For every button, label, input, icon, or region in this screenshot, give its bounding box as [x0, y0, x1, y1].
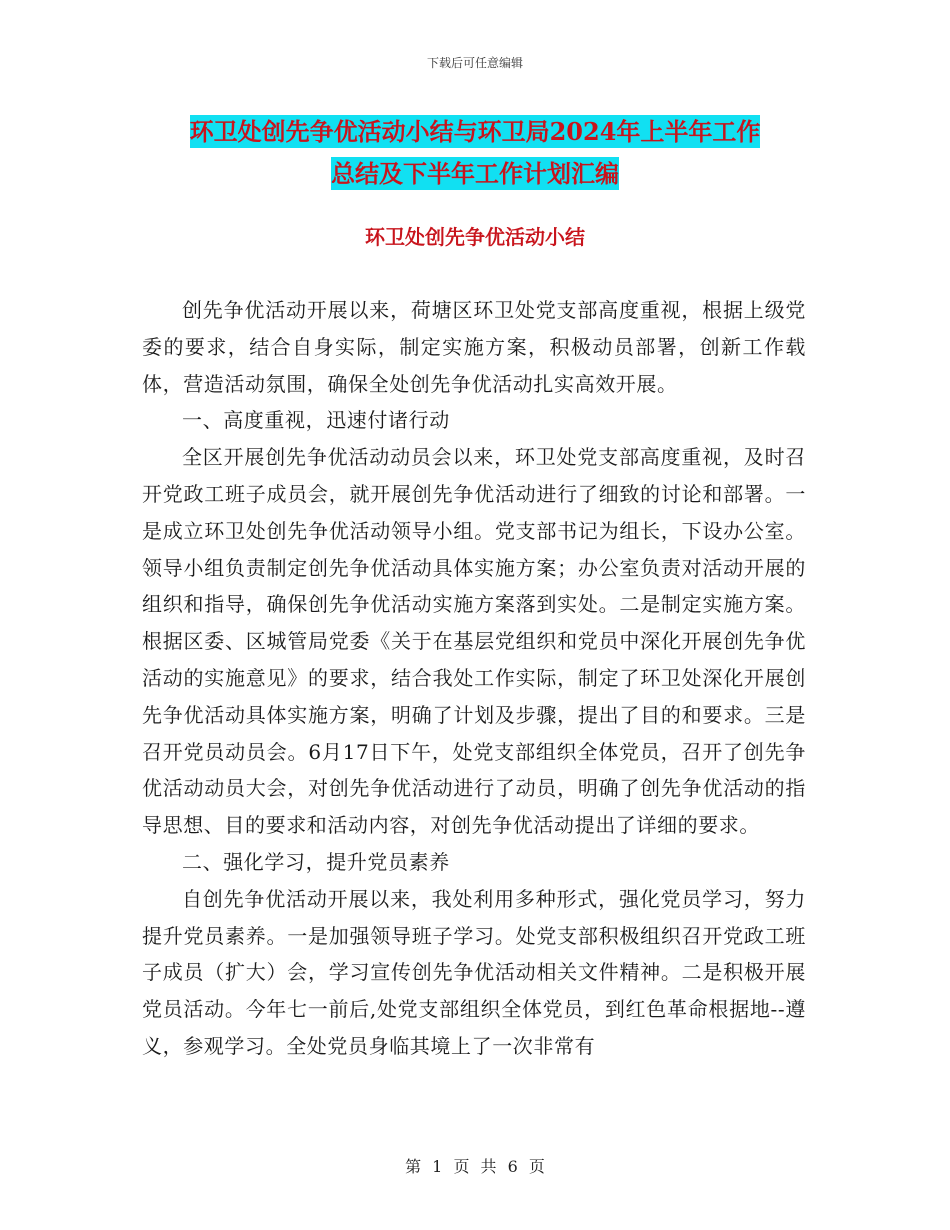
body-text [142, 292, 806, 1065]
title-line-2-text: 总结及下半年工作计划汇编 [331, 159, 619, 188]
paragraph-intro: 创先争优活动开展以来，荷塘区环卫处党支部高度重视，根据上级党委的要求，结合自身实际，制定实施方案，积极动员部署，创新工作载体，营造活动氛围，确保全处创先争优活动扎实高效开展。 [142, 298, 806, 396]
paragraph-two: 自创先争优活动开展以来，我处利用多种形式，强化党员学习，努力提升党员素养。一是加强领导班子学习。处党支部积极组织召开党政工班子成员（扩大）会，学习宣传创先争优活动相关文件精神。二是积极开展党员活动。今年七一前后,处党支部组织全体党员，到红色革命根据地--遵义，参观学习。全处党员身临其境上了一次非常有 [142, 886, 806, 1058]
page-footer: 第 1 页 共 6 页 [405, 1157, 545, 1176]
paragraph-one: 全区开展创先争优活动动员会以来，环卫处党支部高度重视，及时召开党政工班子成员会，就开展创先争优活动进行了细致的讨论和部署。一是成立环卫处创先争优活动领导小组。党支部书记为组长，下设办公室。领导小组负责制定创先争优活动具体实施方案；办公室负责对活动开展的组织和指导，确保创先争优活动实施方案落到实处。二是制定实施方案。根据区委、区城管局党委《关于在基层党组织和党员中深化开展创先争优活动的实施意见》的要求，结合我处工作实际，制定了环卫处深化开展创先争优活动具体实施方案，明确了计划及步骤，提出了目的和要求。三是召开党员动员会。6月17日下午，处党支部组织全体党员，召开了创先争优活动动员大会，对创先争优活动进行了动员，明确了创先争优活动的指导思想、目的要求和活动内容，对创先争优活动提出了详细的要求。 [142, 445, 806, 838]
document-title-line-1 [140, 110, 810, 154]
section-title: 环卫处创先争优活动小结 [365, 225, 585, 249]
header-note: 下载后可任意编辑 [426, 56, 523, 70]
document-title-line-2 [140, 152, 810, 196]
heading-one: 一、高度重视，迅速付诸行动 [182, 408, 450, 433]
heading-two: 二、强化学习，提升党员素养 [182, 849, 450, 874]
title-line-1-text: 环卫处创先争优活动小结与环卫局2024年上半年工作 [189, 117, 761, 146]
